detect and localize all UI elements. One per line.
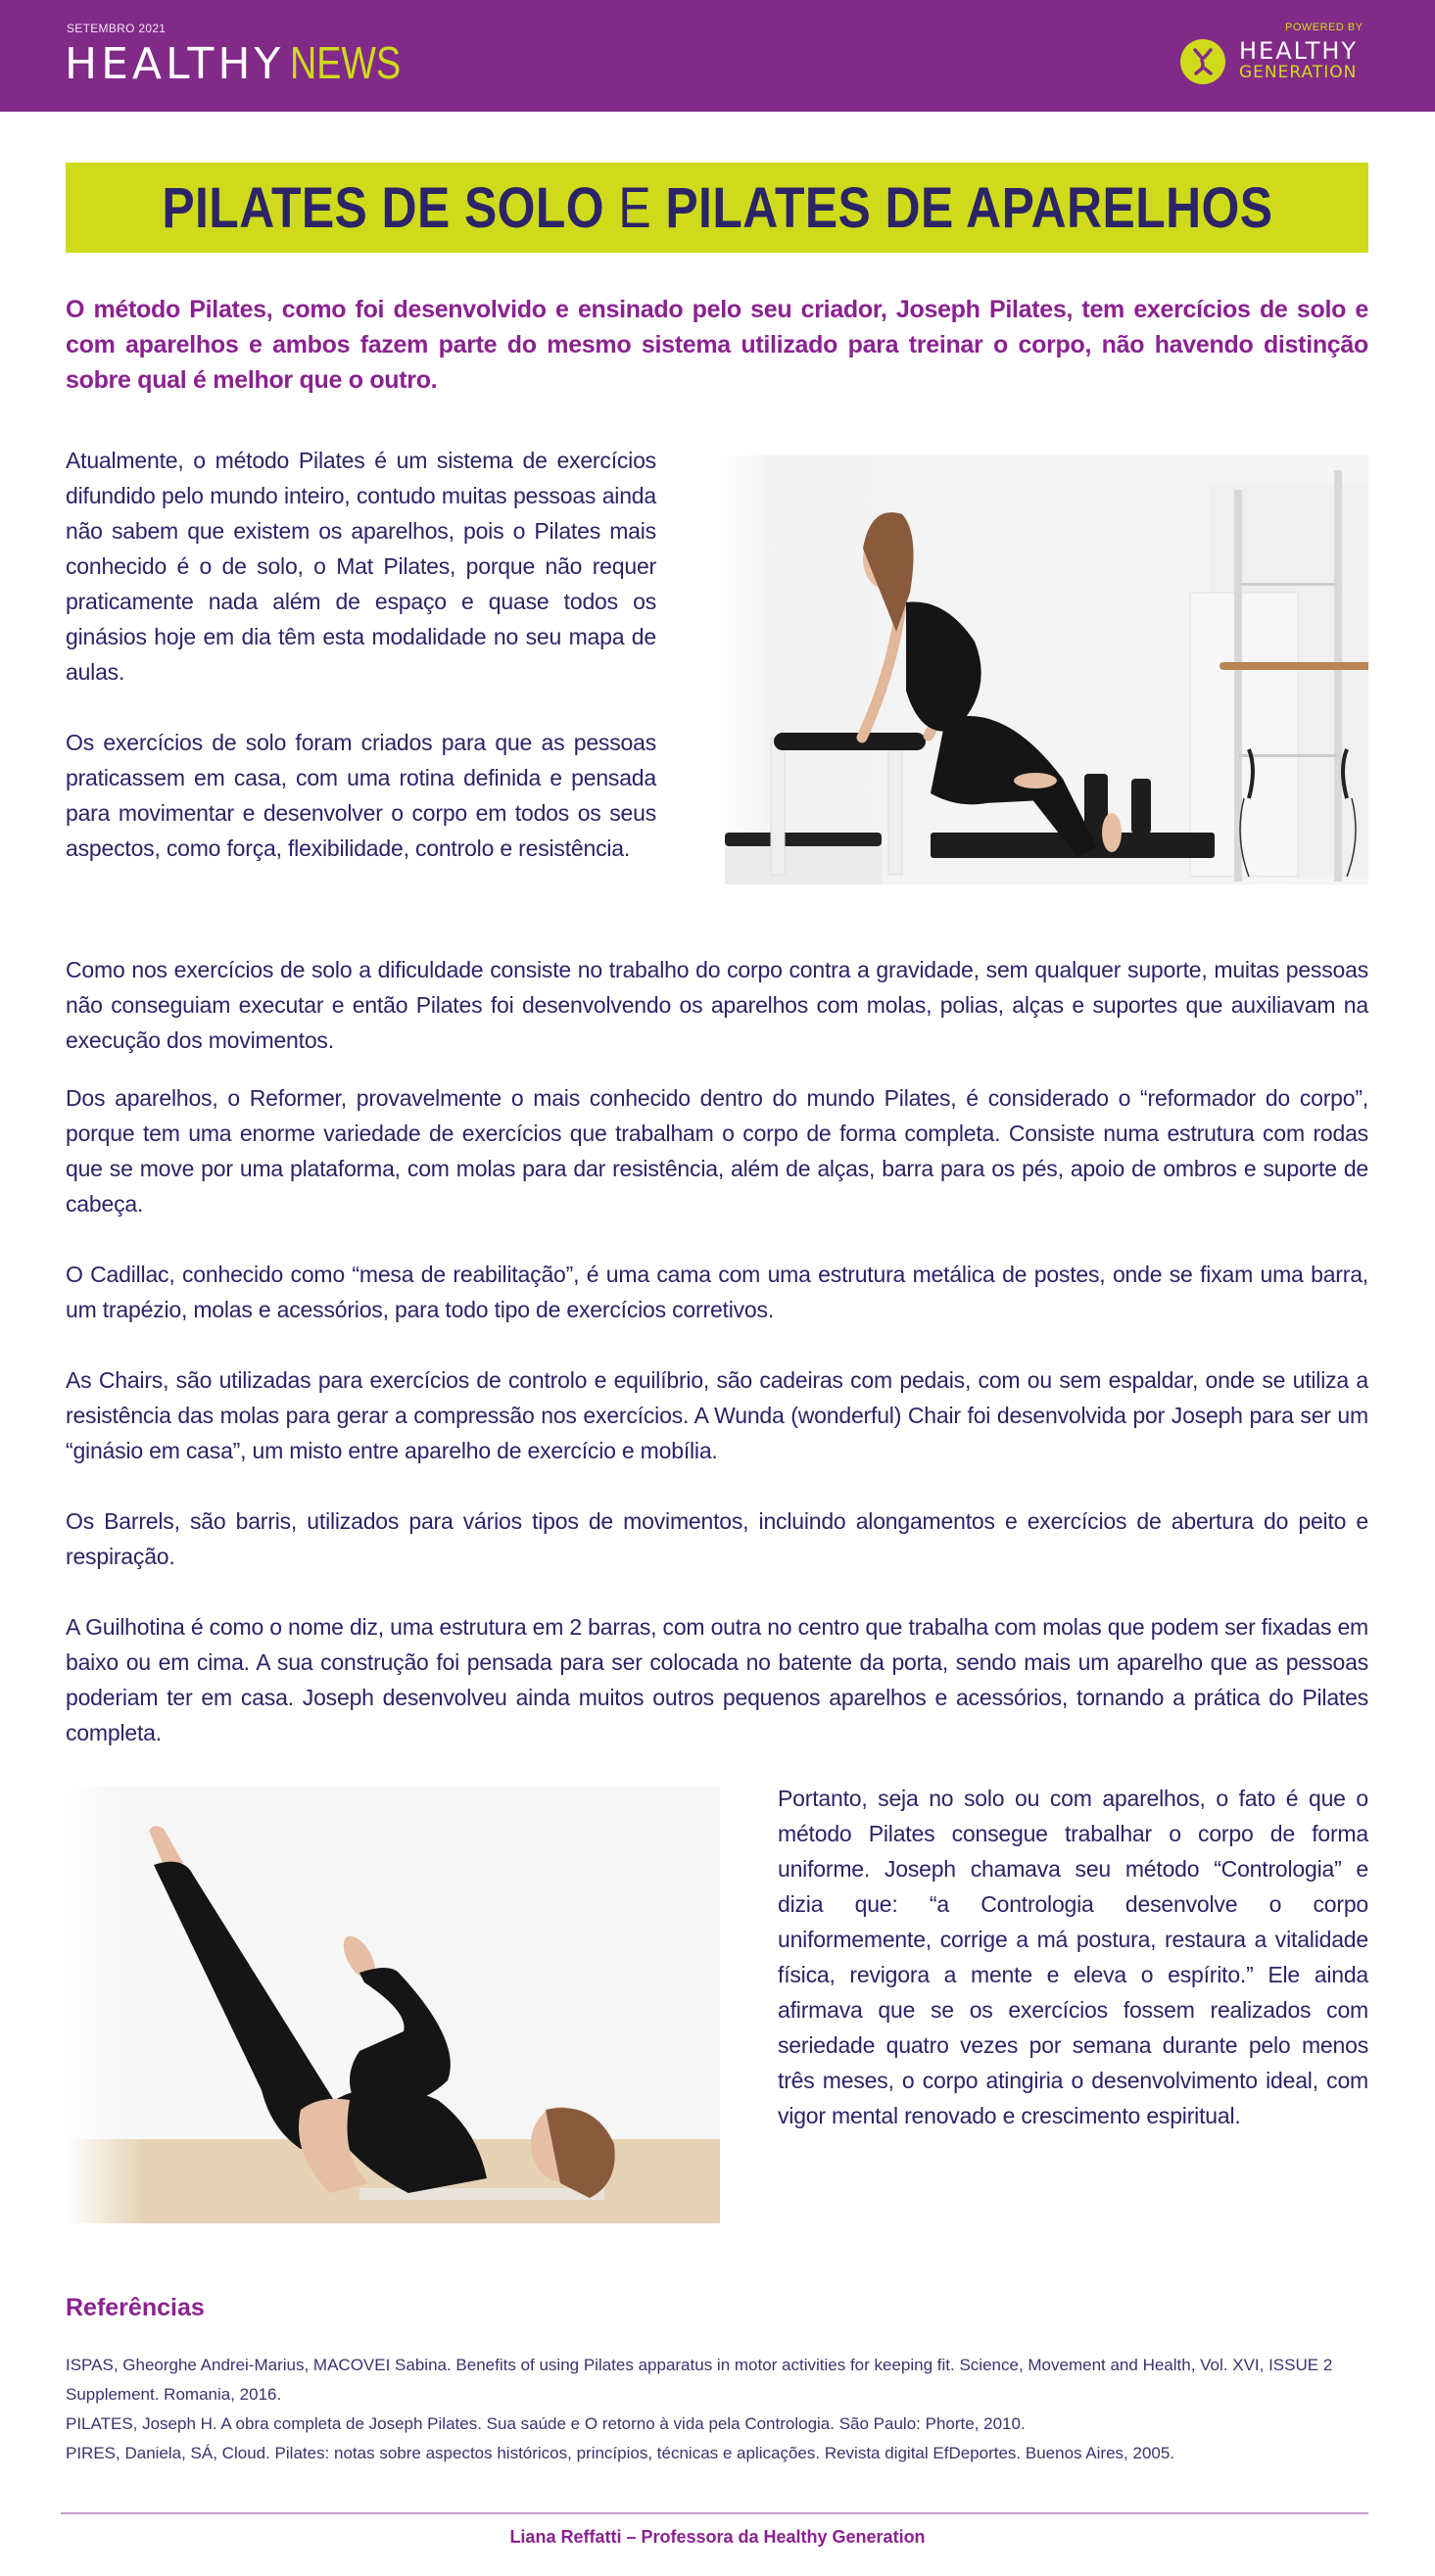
footer-divider bbox=[61, 2512, 1368, 2514]
reference-item: PIRES, Daniela, SÁ, Cloud. Pilates: notas sobre aspectos históricos, princípios, técnicas e aplicações. Revista digital EfDeportes. Buenos Aires, 2005. bbox=[66, 2444, 1175, 2462]
powered-by-label: POWERED BY bbox=[1285, 22, 1363, 33]
newsletter-header bbox=[0, 0, 1435, 112]
article-lead: O método Pilates, como foi desenvolvido e ensinado pelo seu criador, Joseph Pilates, tem exercícios de solo e com aparelhos e ambos fazem parte do mesmo sistema utilizado para treinar o corpo, não havendo distinção sobre qual é melhor que o outro. bbox=[66, 296, 1368, 394]
reference-item: PILATES, Joseph H. A obra completa de Joseph Pilates. Sua saúde e O retorno à vida pela Contrologia. São Paulo: Phorte, 2010. bbox=[66, 2414, 1026, 2433]
paragraph: As Chairs, são utilizadas para exercícios de controlo e equilíbrio, são cadeiras com pedais, com ou sem espaldar, onde se utiliza a resistência das molas para gerar a compressão nos exercícios. A Wunda (wonderful) Chair foi desenvolvida por Joseph para ser um “ginásio em casa”, um misto entre aparelho de exercício e mobília. bbox=[66, 1367, 1368, 1463]
paragraph: Portanto, seja no solo ou com aparelhos, o fato é que o método Pilates consegue trabalhar o corpo de forma uniforme. Joseph chamava seu método “Contrologia” e dizia que: “a Contrologia desenvolve o corpo uniformemente, corrige a má postura, restaura a vitalidade física, revigora a mente e eleva o espírito.” Ele ainda afirmava que se os exercícios fossem realizados com seriedade quatro vezes por semana durante pelo menos três meses, o corpo atingiria o desenvolvimento ideal, com vigor mental renovado e crescimento espiritual. bbox=[778, 1786, 1368, 2128]
paragraph: O Cadillac, conhecido como “mesa de reabilitação”, é uma cama com uma estrutura metálica de postes, onde se fixam uma barra, um trapézio, molas e acessórios, para todo tipo de exercícios corretivos. bbox=[66, 1262, 1368, 1322]
article-title-banner bbox=[66, 163, 1368, 253]
paragraph: Dos aparelhos, o Reformer, provavelmente o mais conhecido dentro do mundo Pilates, é considerado o “reformador do corpo”, porque tem uma enorme variedade de exercícios que trabalham o corpo de forma completa. Consiste numa estrutura com rodas que se move por uma plataforma, com molas para dar resistência, além de alças, barra para os pés, apoio de ombros e suporte de cabeça. bbox=[66, 1085, 1368, 1216]
woman-mat-shoulder-bridge-photo bbox=[66, 1787, 720, 2223]
healthy-generation-logo-icon bbox=[1180, 39, 1225, 84]
masthead-healthy: HEALTHY bbox=[65, 39, 285, 89]
issue-date: SETEMBRO 2021 bbox=[67, 22, 167, 35]
references-list bbox=[66, 2351, 1378, 2468]
woman-on-reformer-photo bbox=[720, 455, 1368, 884]
masthead-news: NEWS bbox=[290, 37, 402, 88]
article-title bbox=[162, 175, 1272, 241]
title-part-1: PILATES DE SOLO bbox=[161, 175, 604, 240]
reference-item: ISPAS, Gheorghe Andrei-Marius, MACOVEI Sabina. Benefits of using Pilates apparatus in motor activities for keeping fit. Science, Movement and Health, Vol. XVI, ISSUE 2 Supplement. Romania, 2016. bbox=[66, 2356, 1333, 2404]
author-credit: Liana Reffatti – Professora da Healthy Generation bbox=[509, 2527, 926, 2547]
paragraph: Como nos exercícios de solo a dificuldade consiste no trabalho do corpo contra a gravidade, sem qualquer suporte, muitas pessoas não conseguiam executar e então Pilates foi desenvolvendo os aparelhos com molas, polias, alças e suportes que auxiliavam na execução dos movimentos. bbox=[66, 957, 1368, 1053]
title-conjunction: E bbox=[603, 175, 665, 240]
paragraph: Os Barrels, são barris, utilizados para vários tipos de movimentos, incluindo alongamentos e exercícios de abertura do peito e respiração. bbox=[66, 1508, 1368, 1569]
paragraph: Os exercícios de solo foram criados para que as pessoas praticassem em casa, com uma rotina definida e pensada para movimentar e desenvolver o corpo em todos os seus aspectos, como força, flexibilidade, controlo e resistência. bbox=[66, 730, 656, 861]
newsletter-masthead bbox=[65, 35, 425, 92]
wordmark-generation: GENERATION bbox=[1239, 63, 1358, 82]
references-heading: Referências bbox=[66, 2294, 205, 2321]
title-part-2: PILATES DE APARELHOS bbox=[664, 175, 1273, 240]
wordmark-healthy: HEALTHY bbox=[1239, 37, 1359, 65]
paragraph: A Guilhotina é como o nome diz, uma estrutura em 2 barras, com outra no centro que trabalha com molas que podem ser fixadas em baixo ou em cima. A sua construção foi pensada para ser colocada no batente da porta, sendo mais um aparelho que as pessoas poderiam ter em casa. Joseph desenvolveu ainda muitos outros pequenos aparelhos e acessórios, tornando a prática do Pilates completa. bbox=[66, 1614, 1368, 1745]
intro-column bbox=[66, 443, 656, 866]
healthy-generation-wordmark bbox=[1239, 39, 1358, 81]
paragraph: Atualmente, o método Pilates é um sistema de exercícios difundido pelo mundo inteiro, contudo muitas pessoas ainda não sabem que existem os aparelhos, pois o Pilates mais conhecido é o de solo, o Mat Pilates, porque não requer praticamente nada além de espaço e quase todos os ginásios hoje em dia têm esta modalidade no seu mapa de aulas. bbox=[66, 448, 656, 685]
